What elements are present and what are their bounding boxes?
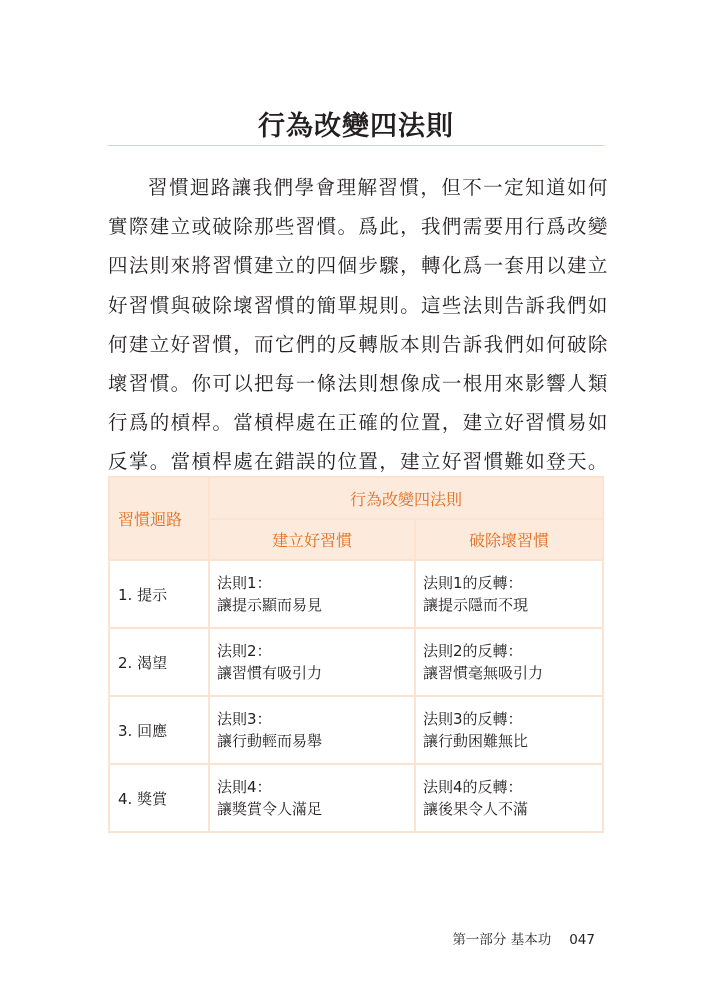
build-law-cell [209,560,415,628]
law-title: 法則1： [217,574,272,592]
table-row [109,764,603,832]
build-habits-header: 建立好習慣 [209,519,415,560]
law-text: 讓行動輕而易舉 [217,732,323,750]
law-title: 法則2： [217,642,272,660]
law-text: 讓習慣有吸引力 [217,664,323,682]
build-law-cell [209,764,415,832]
break-law-cell [415,560,603,628]
law-text: 讓後果令人不滿 [423,800,529,818]
page-title: 行為改變四法則 [258,111,454,142]
table-row [109,628,603,696]
break-habits-header: 破除壞習慣 [415,519,603,560]
table-row [109,560,603,628]
habit-step: 2. 渴望 [109,628,209,696]
law-text: 讓習慣毫無吸引力 [423,664,544,682]
laws-table [108,476,604,833]
page-footer [452,928,595,948]
break-law-cell [415,696,603,764]
break-law-cell [415,764,603,832]
build-law-cell [209,628,415,696]
law-text: 讓獎賞令人滿足 [217,800,323,818]
law-title: 法則4的反轉： [423,778,523,796]
habit-step: 1. 提示 [109,560,209,628]
page-number: 047 [569,932,595,948]
habit-loop-header: 習慣迴路 [109,477,209,560]
title-divider [108,145,604,146]
law-title: 法則3的反轉： [423,710,523,728]
law-text: 讓提示隱而不現 [423,596,529,614]
law-title: 法則1的反轉： [423,574,523,592]
habit-step: 4. 獎賞 [109,764,209,832]
build-law-cell [209,696,415,764]
break-law-cell [415,628,603,696]
laws-header: 行為改變四法則 [209,477,603,519]
law-text: 讓提示顯而易見 [217,596,323,614]
table-row [109,696,603,764]
habit-step: 3. 回應 [109,696,209,764]
body-paragraph: 習慣迴路讓我們學會理解習慣，但不一定知道如何實際建立或破除那些習慣。爲此，我們需要用行爲改變四法則來將習慣建立的四個步驟，轉化爲一套用以建立好習慣與破除壞習慣的簡單規則。這些法則告訴我們如何建立好習慣，而它們的反轉版本則告訴我們如何破除壞習慣。你可以把每一條法則想像成一根用來影響人類行爲的槓桿。當槓桿處在正確的位置，建立好習慣易如反掌。當槓桿處在錯誤的位置，建立好習慣難如登天。 [108,176,608,474]
law-title: 法則4： [217,778,272,796]
section-label: 第一部分 基本功 [452,932,552,948]
law-text: 讓行動困難無比 [423,732,529,750]
law-title: 法則3： [217,710,272,728]
law-title: 法則2的反轉： [423,642,523,660]
